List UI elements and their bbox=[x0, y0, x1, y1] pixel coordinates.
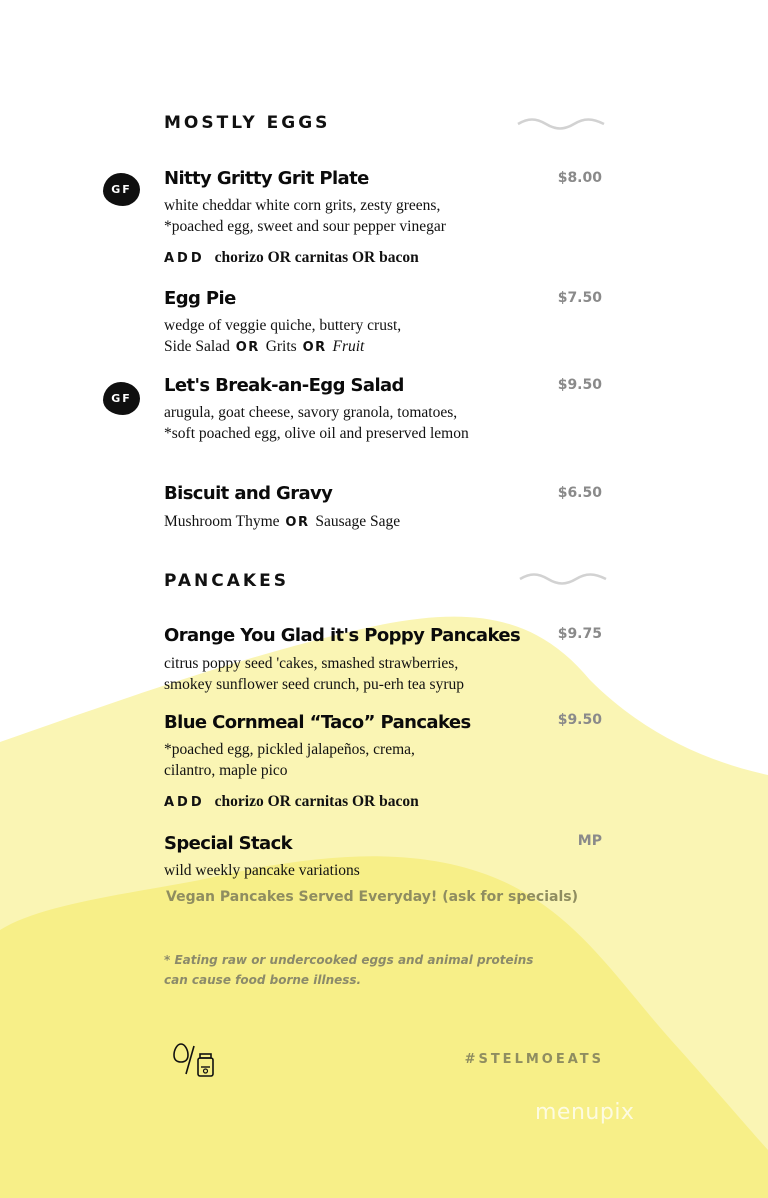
item-price-orange-you-glad: $9.75 bbox=[557, 626, 602, 642]
item-price-special-stack: MP bbox=[577, 833, 602, 849]
add-on-line bbox=[164, 793, 419, 811]
item-price-nitty-gritty: $8.00 bbox=[557, 170, 602, 186]
add-label: ADD bbox=[164, 251, 205, 266]
item-desc-biscuit-and-gravy bbox=[164, 511, 400, 533]
wave-divider-icon bbox=[516, 116, 606, 132]
item-price-blue-cornmeal-taco: $9.50 bbox=[557, 712, 602, 728]
desc-line: arugula, goat cheese, savory granola, tomatoes, bbox=[164, 404, 458, 421]
desc-line: *poached egg, pickled jalapeños, crema, bbox=[164, 741, 415, 758]
option-fruit: Fruit bbox=[332, 338, 365, 355]
item-name-blue-cornmeal-taco: Blue Cornmeal “Taco” Pancakes bbox=[164, 712, 471, 733]
desc-line: white cheddar white corn grits, zesty greens, bbox=[164, 197, 441, 214]
desc-line: cilantro, maple pico bbox=[164, 762, 288, 779]
item-price-egg-pie: $7.50 bbox=[557, 290, 602, 306]
item-desc-special-stack bbox=[164, 860, 360, 881]
desc-line: *soft poached egg, olive oil and preserved lemon bbox=[164, 425, 469, 442]
item-name-break-an-egg-salad: Let's Break-an-Egg Salad bbox=[164, 375, 404, 396]
option-mushroom-thyme: Mushroom Thyme bbox=[164, 513, 280, 530]
desc-line: citrus poppy seed 'cakes, smashed strawberries, bbox=[164, 655, 459, 672]
item-desc-egg-pie bbox=[164, 315, 401, 358]
item-name-biscuit-and-gravy: Biscuit and Gravy bbox=[164, 483, 333, 504]
or-separator: OR bbox=[285, 515, 310, 530]
item-desc-nitty-gritty bbox=[164, 195, 446, 237]
menupix-watermark: menupix bbox=[535, 1100, 635, 1125]
item-price-biscuit-and-gravy: $6.50 bbox=[557, 485, 602, 501]
or-separator: OR bbox=[302, 340, 327, 355]
vegan-pancakes-note: Vegan Pancakes Served Everyday! (ask for specials) bbox=[166, 889, 578, 905]
option-grits: Grits bbox=[265, 338, 297, 355]
warning-line: * Eating raw or undercooked eggs and animal proteins bbox=[164, 953, 534, 967]
wave-divider-icon bbox=[518, 571, 608, 587]
item-name-nitty-gritty: Nitty Gritty Grit Plate bbox=[164, 168, 369, 189]
add-on-line bbox=[164, 249, 419, 267]
add-options: chorizo OR carnitas OR bacon bbox=[214, 793, 419, 810]
or-separator: OR bbox=[235, 340, 260, 355]
item-name-orange-you-glad: Orange You Glad it's Poppy Pancakes bbox=[164, 625, 521, 646]
warning-line: can cause food borne illness. bbox=[164, 973, 362, 987]
desc-line: wedge of veggie quiche, buttery crust, bbox=[164, 317, 402, 334]
option-sausage-sage: Sausage Sage bbox=[315, 513, 401, 530]
item-desc-break-an-egg-salad bbox=[164, 402, 469, 444]
egg-and-jar-logo-icon bbox=[172, 1040, 220, 1080]
gluten-free-badge: GF bbox=[103, 173, 140, 206]
desc-line: *poached egg, sweet and sour pepper vinegar bbox=[164, 218, 446, 235]
desc-line: smokey sunflower seed crunch, pu-erh tea syrup bbox=[164, 676, 465, 693]
item-price-break-an-egg-salad: $9.50 bbox=[557, 377, 602, 393]
gluten-free-badge: GF bbox=[103, 382, 140, 415]
option-side-salad: Side Salad bbox=[164, 338, 230, 355]
add-options: chorizo OR carnitas OR bacon bbox=[214, 249, 419, 266]
section-title-mostly-eggs: MOSTLY EGGS bbox=[164, 113, 331, 133]
item-name-special-stack: Special Stack bbox=[164, 833, 293, 854]
desc-line: wild weekly pancake variations bbox=[164, 862, 360, 879]
item-desc-orange-you-glad bbox=[164, 653, 464, 695]
desc-line-options bbox=[164, 336, 401, 358]
item-desc-blue-cornmeal-taco bbox=[164, 739, 415, 781]
add-label: ADD bbox=[164, 795, 205, 810]
food-safety-warning bbox=[164, 950, 533, 990]
hashtag: #STELMOEATS bbox=[464, 1052, 604, 1067]
item-name-egg-pie: Egg Pie bbox=[164, 288, 236, 309]
section-title-pancakes: PANCAKES bbox=[164, 571, 289, 591]
